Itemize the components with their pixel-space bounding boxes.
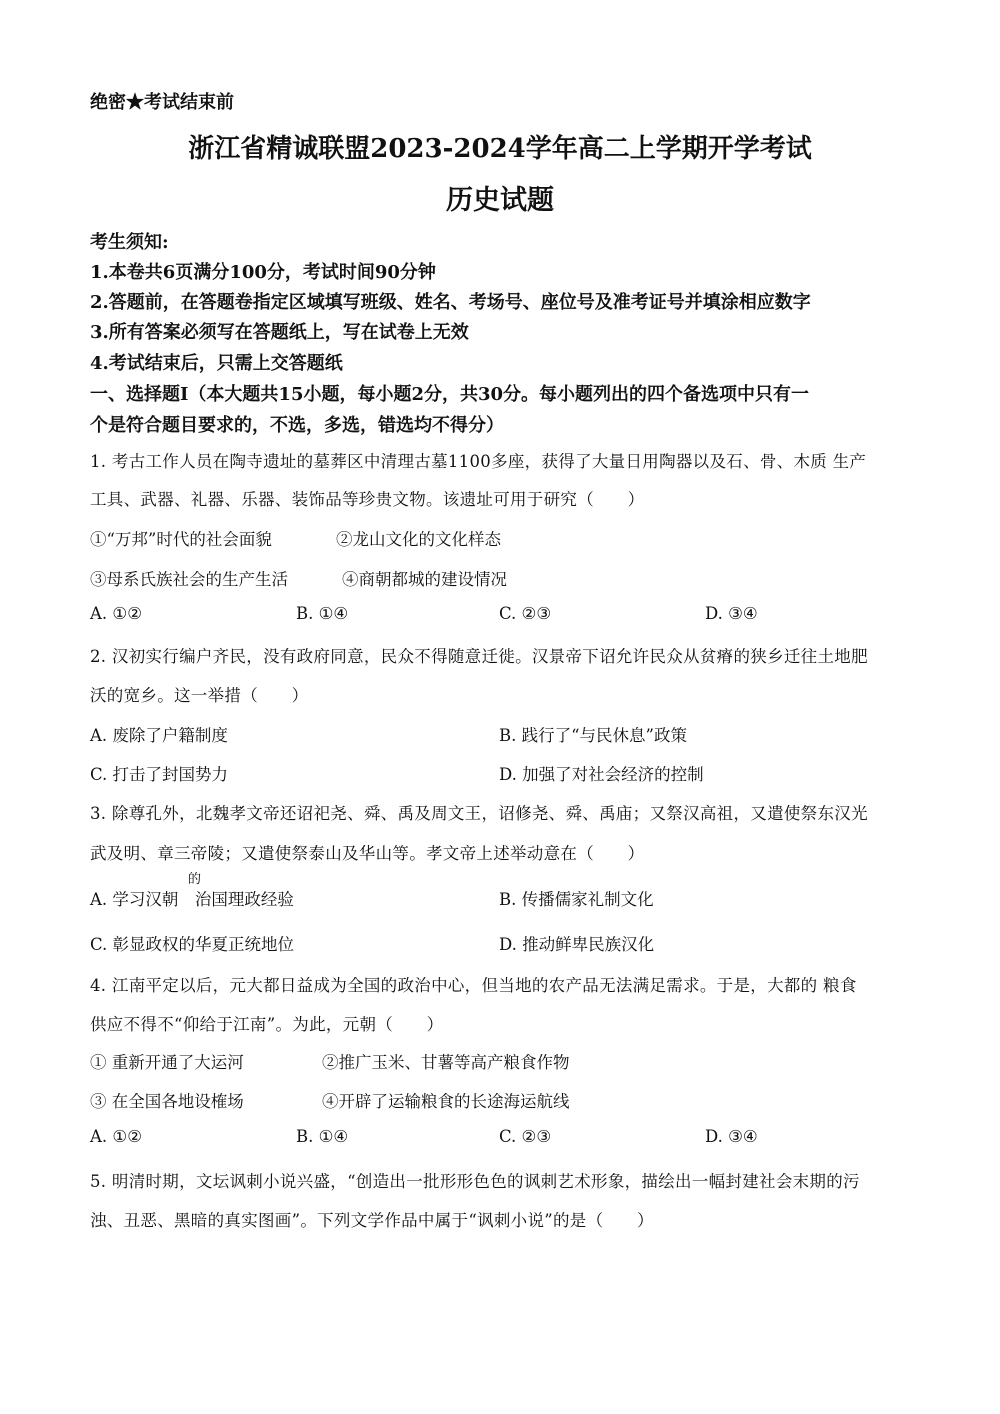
question-3-stem: 3. 除尊孔外，北魏孝文帝还诏祀尧、舜、禹及周文王，诏修尧、舜、禹庙；又祭汉高祖，又遣使祭东汉光 <box>90 804 868 823</box>
question-1-item: ④商朝都城的建设情况 <box>342 570 507 589</box>
question-2-option-d: D. 加强了对社会经济的控制 <box>499 765 704 784</box>
notice-item: 1.本卷共6页满分100分，考试时间90分钟 <box>90 262 436 283</box>
question-4-option-a: A. ①② <box>90 1127 142 1146</box>
notice-item: 4.考试结束后，只需上交答题纸 <box>90 353 343 374</box>
question-3-small-char: 的 <box>188 872 202 887</box>
question-3-option-d: D. 推动鲜卑民族汉化 <box>499 935 655 954</box>
question-3-option-b: B. 传播儒家礼制文化 <box>499 890 654 909</box>
question-1-option-a: A. ①② <box>90 604 142 623</box>
question-4-option-c: C. ②③ <box>499 1127 552 1146</box>
question-1-item: ③母系氏族社会的生产生活 <box>90 570 288 589</box>
question-4-item: ① 重新开通了大运河 <box>90 1053 244 1072</box>
exam-subtitle: 历史试题 <box>446 185 554 216</box>
question-2-option-c: C. 打击了封国势力 <box>90 765 229 784</box>
notice-item: 2.答题前，在答题卷指定区域填写班级、姓名、考场号、座位号及准考证号并填涂相应数字 <box>90 292 811 313</box>
question-2-option-a: A. 废除了户籍制度 <box>90 726 228 745</box>
question-3-option-a: A. 学习汉朝 治国理政经验 <box>90 890 294 909</box>
section-heading: 个是符合题目要求的，不选，多选，错选均不得分） <box>90 415 504 436</box>
question-1-stem: 1. 考古工作人员在陶寺遗址的墓葬区中清理古墓1100多座，获得了大量日用陶器以及石、骨、木质 生产 <box>90 452 867 471</box>
question-1-stem: 工具、武器、礼器、乐器、装饰品等珍贵文物。该遗址可用于研究（ ） <box>90 490 645 509</box>
question-5-stem: 5. 明清时期，文坛讽刺小说兴盛，“创造出一批形形色色的讽刺艺术形象，描绘出一幅封建社会末期的污 <box>90 1172 860 1191</box>
question-3-option-c: C. 彰显政权的华夏正统地位 <box>90 935 295 954</box>
question-2-stem: 沃的宽乡。这一举措（ ） <box>90 686 309 705</box>
question-5-stem: 浊、丑恶、黑暗的真实图画”。下列文学作品中属于“讽刺小说”的是（ ） <box>90 1211 654 1230</box>
question-4-item: ③ 在全国各地设榷场 <box>90 1092 244 1111</box>
question-1-item: ②龙山文化的文化样态 <box>336 530 501 549</box>
question-1-item: ①“万邦”时代的社会面貌 <box>90 530 272 549</box>
question-4-item: ④开辟了运输粮食的长途海运航线 <box>322 1092 570 1111</box>
exam-title: 浙江省精诚联盟2023-2024学年高二上学期开学考试 <box>188 134 812 164</box>
question-2-option-b: B. 践行了“与民休息”政策 <box>499 726 687 745</box>
question-2-stem: 2. 汉初实行编户齐民，没有政府同意，民众不得随意迁徙。汉景帝下诏允许民众从贫瘠的狭乡迁往土地肥 <box>90 647 868 666</box>
notice-item: 3.所有答案必须写在答题纸上，写在试卷上无效 <box>90 322 469 343</box>
section-heading: 一、选择题Ⅰ（本大题共15小题，每小题2分，共30分。每小题列出的四个备选项中只有一 <box>90 384 810 405</box>
question-4-stem: 4. 江南平定以后，元大都日益成为全国的政治中心，但当地的农产品无法满足需求。于是，大都的 粮食 <box>90 976 857 995</box>
question-4-item: ②推广玉米、甘薯等高产粮食作物 <box>322 1053 570 1072</box>
question-1-option-b: B. ①④ <box>296 604 349 623</box>
notice-heading: 考生须知: <box>90 232 169 253</box>
question-4-option-d: D. ③④ <box>705 1127 758 1146</box>
question-1-option-c: C. ②③ <box>499 604 552 623</box>
question-3-stem: 武及明、章三帝陵；又遣使祭泰山及华山等。孝文帝上述举动意在（ ） <box>90 844 645 863</box>
question-4-stem: 供应不得不“仰给于江南”。为此，元朝（ ） <box>90 1015 444 1034</box>
question-1-option-d: D. ③④ <box>705 604 758 623</box>
confidential-mark: 绝密★考试结束前 <box>90 92 234 113</box>
question-4-option-b: B. ①④ <box>296 1127 349 1146</box>
